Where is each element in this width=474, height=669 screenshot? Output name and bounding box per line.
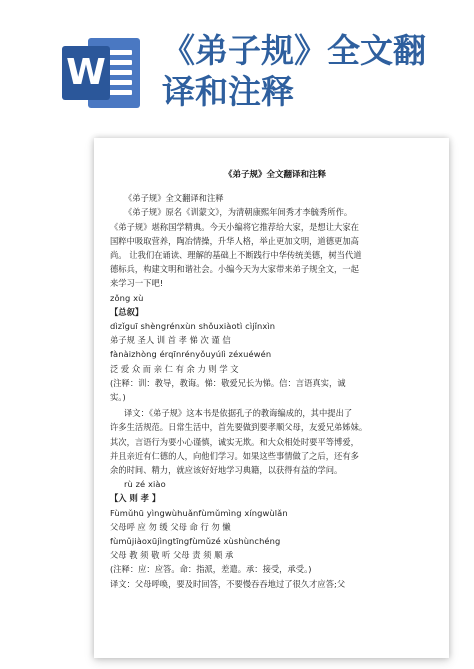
word-icon-letter: W xyxy=(62,46,110,100)
doc-line: 国粹中吸取营养，陶冶情操，升华人格，举止更加文明，道德更加高 xyxy=(110,235,359,246)
pinyin-line: rù zé xiào xyxy=(124,479,166,490)
pinyin-line: Fùmǔhū yìngwùhuǎnfùmǔmìng xíngwùlǎn xyxy=(110,507,288,518)
word-document-icon xyxy=(62,38,140,108)
banner-title-line2: 译和注释 xyxy=(162,72,294,111)
document-body xyxy=(110,168,440,591)
translation-line: 余的时间、精力，就应该好好地学习典籍，以获得有益的学问。 xyxy=(110,465,343,476)
note-line: (注释：应：应答。命：指派，差遣。承：接受，承受。) xyxy=(110,564,312,575)
note-line: 实。) xyxy=(110,392,126,403)
verse-line: 父母呼 应 勿 缓 父母 命 行 勿 懒 xyxy=(110,521,231,532)
note-line: (注释：训：教导，教诲。悌：敬爱兄长为悌。信：言语真实，诚 xyxy=(110,377,346,388)
translation-line: 其次，言语行为要小心谨慎，诚实无欺。和大众相处时要平等博爱， xyxy=(110,436,359,447)
banner-title-line1: 《弟子规》全文翻 xyxy=(162,31,426,70)
doc-line: 《弟子规》堪称国学精典。今天小编将它推荐给大家，是想让大家在 xyxy=(110,221,359,232)
pinyin-line: fànàizhòng érqīnrényǒuyúlì zéxuéwén xyxy=(110,349,272,360)
doc-line: 来学习一下吧! xyxy=(110,278,164,289)
pinyin-line: fùmǔjiàoxūjìngtīngfùmǔzé xùshùnchéng xyxy=(110,536,281,547)
translation-line: 译文：父母呼唤，要及时回答，不要慢吞吞地过了很久才应答;父 xyxy=(110,578,346,589)
verse-line: 泛 爱 众 而 亲 仁 有 余 力 则 学 文 xyxy=(110,363,239,374)
doc-line: 《弟子规》原名《训蒙文》，为清朝康熙年间秀才李毓秀所作。 xyxy=(124,207,353,218)
document-title: 《弟子规》全文翻译和注释 xyxy=(223,170,326,180)
doc-line: 《弟子规》全文翻译和注释 xyxy=(124,193,224,204)
banner-title xyxy=(162,30,462,112)
doc-line: 德标兵，构建文明和谐社会。小编今天为大家带来弟子规全文，一起 xyxy=(110,264,359,275)
translation-line: 并且亲近有仁德的人，向他们学习。如果这些事情做了之后，还有多 xyxy=(110,450,359,461)
doc-line: 尚。 让我们在诵读、理解的基础上不断践行中华传统美德，树当代道 xyxy=(110,250,362,261)
section-heading: 【总叙】 xyxy=(110,306,144,317)
document-page xyxy=(94,138,449,658)
pinyin-line: zǒng xù xyxy=(110,292,144,303)
translation-line: 译文：《弟子规》这本书是依据孔子的教诲编成的，其中提出了 xyxy=(124,408,353,419)
translation-line: 许多生活规范。日常生活中，首先要做到要孝顺父母，友爱兄弟姊妹。 xyxy=(110,422,368,433)
pinyin-line: dìzǐguī shèngrénxùn shǒuxiàotì cìjǐnxìn xyxy=(110,321,276,332)
verse-line: 父母 教 须 敬 听 父母 责 须 顺 承 xyxy=(110,550,234,561)
verse-line: 弟子规 圣人 训 首 孝 悌 次 谨 信 xyxy=(110,335,231,346)
section-heading: 【入 则 孝 】 xyxy=(110,493,161,504)
banner xyxy=(0,0,474,130)
